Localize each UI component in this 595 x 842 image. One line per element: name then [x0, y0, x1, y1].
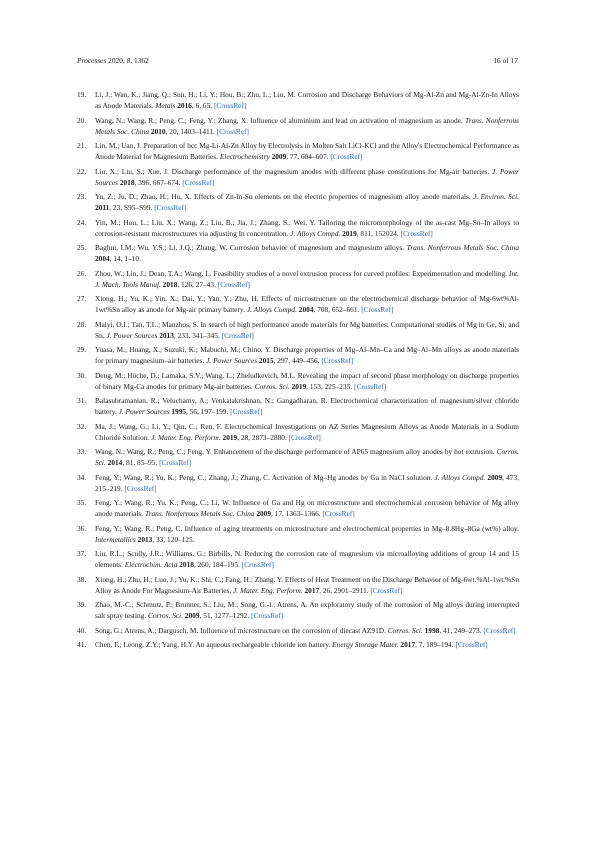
reference-title: Malyi, O.I.; Tan, T.L.; Manzhos, S. In search of high performance anode materials for Mg batteries: Computational studies of Mg in Ge, Si, and Sn.	[95, 319, 519, 340]
reference-text	[95, 497, 519, 520]
reference-number: 36.	[77, 523, 87, 533]
reference-title: Wang, N.; Wang, R.; Peng, C.; Feng, Y.; Zhang, X. Influence of aluminium and lead on activation of magnesium as anode.	[95, 115, 465, 125]
reference-number: 30.	[77, 370, 87, 380]
reference-item	[77, 472, 519, 495]
reference-journal: Trans. Nonferrous Metals Soc. China	[144, 509, 255, 519]
reference-year: 1998	[424, 625, 440, 635]
reference-text	[95, 166, 519, 189]
reference-text	[95, 319, 519, 342]
reference-volume-pages: , 33, 120–125.	[152, 534, 195, 544]
reference-text	[95, 639, 519, 650]
reference-title: Feng, Y.; Wang, R.; Yu, K.; Peng, C.; Li, W. Influence of Ga and Hg on microstructure and electrochemical corrosion behavior of Mg alloy anode materials.	[95, 498, 519, 519]
reference-item	[77, 268, 519, 291]
reference-title: Li, J.; Wan, K.; Jiang, Q.; Sun, H.; Li, Y.; Hou, B.; Zhu, L.; Liu, M. Corrosion and Discharge Behaviors of Mg-Al-Zn and Mg-Al-Zn-In Alloys as Anode Materials.	[95, 90, 519, 111]
reference-journal: Corros. Sci.	[148, 611, 184, 621]
reference-text	[95, 191, 519, 214]
reference-item	[77, 497, 519, 520]
reference-number: 39.	[77, 600, 87, 609]
reference-volume-pages: , 811, 152024.	[356, 228, 399, 238]
reference-year: 2009	[487, 472, 503, 482]
reference-title: Balasubramanian, R.; Veluchamy, A.; Venkatakrishnan, N.; Gangadharan, R. Electrochemical characterization of magnesium/silver chloride battery.	[95, 396, 519, 417]
reference-number: 25.	[77, 243, 87, 252]
reference-title: Feng, Y.; Wang, R.; Peng, C. Influence of aging treatments on microstructure and electrochemical properties in Mg–8.8Hg–8Ga (wt%) alloy.	[95, 523, 519, 533]
reference-year: 2004	[298, 305, 314, 315]
reference-year: 1995	[171, 407, 187, 417]
page-header	[77, 56, 518, 68]
crossref-link[interactable]: [CrossRef]	[216, 126, 249, 136]
reference-volume-pages: , 23, S95–S99.	[109, 203, 153, 213]
crossref-link[interactable]: [CrossRef]	[251, 611, 284, 621]
journal-citation: Processes 2020, 8, 1362	[77, 56, 149, 65]
reference-number: 21.	[77, 141, 87, 150]
reference-text	[95, 421, 519, 444]
reference-volume-pages: , 56, 197–199.	[186, 407, 229, 417]
reference-year: 2011	[95, 203, 110, 213]
reference-item	[77, 446, 519, 469]
reference-journal: Corros. Sci.	[95, 447, 519, 468]
reference-title: Xiong, H.; Yu, K.; Yin, X.; Dai, Y.; Yan, Y.; Zhu, H. Effects of microstructure on the electrochemical discharge behavior of Mg-6wt%Al-1wt%Sn alloy as anode for Mg-air primary battery.	[95, 294, 519, 315]
page-number: 16 of 17	[493, 56, 518, 65]
reference-title: Xiong, H.; Zhu, H.; Luo, J.; Yu, K.; Shi, C.; Fang, H.; Zhang, Y. Effects of Heat Treatment on the Discharge Behavior of Mg-6wt.%Al-1wt.%Sn Alloy as Anode For Magnesium-Air Batteries.	[95, 574, 519, 595]
reference-text	[95, 344, 519, 367]
reference-title: Chen, F.; Leong, Z.Y.; Yang, H.Y. An aqueous rechargeable chloride ion battery.	[95, 639, 333, 649]
reference-year: 2009	[271, 152, 287, 162]
crossref-link[interactable]: [CrossRef]	[370, 585, 403, 595]
reference-year: 2009	[256, 509, 271, 519]
reference-text	[95, 446, 519, 469]
reference-item	[77, 523, 519, 546]
reference-journal: J. Power Sources	[118, 407, 170, 417]
reference-journal: Corros. Sci.	[254, 381, 290, 391]
reference-text	[95, 472, 519, 495]
reference-number: 19.	[77, 90, 87, 99]
reference-item	[77, 166, 519, 189]
reference-text	[95, 599, 519, 622]
reference-journal: J. Power Sources	[95, 166, 519, 187]
reference-year: 2004	[95, 254, 110, 264]
reference-number: 37.	[77, 549, 87, 558]
reference-year: 2019	[342, 228, 357, 238]
reference-number: 33.	[77, 447, 87, 456]
reference-item	[77, 344, 519, 367]
reference-volume-pages: , 708, 652–661.	[313, 305, 360, 315]
reference-item	[77, 191, 519, 214]
crossref-link[interactable]: [CrossRef]	[288, 432, 321, 442]
reference-text	[95, 242, 519, 265]
reference-year: 2018	[162, 279, 178, 289]
reference-journal: Metals	[155, 101, 176, 111]
reference-item	[77, 639, 519, 650]
reference-text	[95, 548, 519, 571]
reference-text	[95, 89, 519, 112]
reference-year: 2016	[177, 101, 192, 111]
reference-volume-pages: , 233, 341–345.	[173, 330, 220, 340]
reference-year: 2018	[179, 560, 194, 570]
reference-number: 31.	[77, 396, 87, 405]
reference-item	[77, 319, 519, 342]
reference-year: 2010	[150, 126, 166, 136]
reference-item	[77, 242, 519, 265]
reference-text	[95, 217, 519, 240]
reference-year: 2013	[159, 330, 174, 340]
reference-journal: Electrochemistry	[219, 152, 270, 162]
journal-name: Processes	[77, 56, 107, 65]
reference-number: 24.	[77, 217, 87, 227]
reference-title: Yuasa, M.; Huang, X.; Suzuki, K.; Mabuchi, M.; Chino, Y. Discharge properties of Mg–Al–Mn–Ca and Mg–Al–Mn alloys as anode materials for primary magnesium–air batteries.	[95, 345, 519, 366]
reference-year: 2019	[291, 381, 307, 391]
crossref-link[interactable]: [CrossRef]	[213, 101, 247, 111]
reference-text	[95, 268, 519, 291]
reference-year: 2014	[107, 458, 123, 468]
reference-volume-pages: , 7, 189–194.	[415, 639, 454, 649]
reference-text	[95, 574, 519, 597]
reference-number: 28.	[77, 319, 87, 329]
reference-title: Yu, Z.; Ju, D.; Zhao, H.; Hu, X. Effects of Zn-In-Sn elements on the electric properties of magnesium alloy anode materials.	[95, 192, 474, 201]
reference-journal: J. Environ. Sci.	[473, 192, 519, 201]
reference-text	[95, 140, 519, 163]
reference-volume-pages: , 28, 2873–2880.	[237, 432, 287, 442]
reference-list	[77, 89, 519, 653]
crossref-link[interactable]: [CrossRef]	[182, 177, 215, 187]
reference-volume-pages: , 260, 184–195.	[193, 560, 240, 570]
reference-number: 23.	[77, 192, 87, 201]
reference-title: Song, G.; Atrens, A.; Dargusch, M. Influence of microstructure on the corrosion of diecast AZ91D.	[95, 625, 388, 635]
reference-title: Wang, N.; Wang, R.; Peng, C.; Feng, Y. Enhancement of the discharge performance of AP65 magnesium alloy anodes by hot extrusion.	[95, 447, 497, 456]
reference-number: 26.	[77, 268, 87, 278]
reference-year: 2018	[119, 177, 135, 187]
reference-number: 40.	[77, 625, 87, 635]
reference-year: 2017	[304, 585, 320, 595]
reference-journal: Corros. Sci.	[387, 625, 423, 635]
crossref-link[interactable]: [CrossRef]	[354, 381, 387, 391]
reference-year: 2013	[137, 534, 153, 544]
reference-item	[77, 548, 519, 571]
reference-text	[95, 395, 519, 418]
reference-number: 22.	[77, 166, 87, 176]
reference-journal: J. Power Sources	[106, 330, 158, 340]
crossref-link[interactable]: [CrossRef]	[322, 509, 355, 519]
reference-number: 38.	[77, 574, 87, 584]
reference-item	[77, 89, 519, 112]
reference-year: 2017	[400, 639, 416, 649]
reference-journal: J. Mater. Eng. Perform.	[233, 585, 303, 595]
reference-item	[77, 574, 519, 597]
reference-item	[77, 421, 519, 444]
reference-journal: J. Alloys Compd.	[434, 472, 486, 482]
crossref-link[interactable]: [CrossRef]	[154, 203, 187, 213]
reference-title: Yin, M.; Hou, L.; Liu, X.; Wang, Z.; Liu, B.; Jia, J.; Zhang, S.; Wei, Y. Tailoring the micromorphology of the as-cast Mg–Sn–In alloys to corrosion-resistant microstructures via adjusting In concentration.	[95, 217, 519, 238]
crossref-link[interactable]: [CrossRef]	[159, 458, 192, 468]
reference-year: 2015	[258, 356, 274, 366]
crossref-link[interactable]: [CrossRef]	[321, 356, 354, 366]
reference-item	[77, 599, 519, 622]
reference-text	[95, 523, 519, 546]
crossref-link[interactable]: [CrossRef]	[361, 305, 394, 315]
reference-title: Lin, M.; Uan, J. Preparation of bcc Mg-Li-Al-Zn Alloy by Electrolysis in Molten Salt LiCl-KCl and the Alloy's Electrochemical Performance as Anode Material for Magnesium Batteries.	[95, 141, 519, 162]
reference-number: 32.	[77, 421, 87, 431]
crossref-link[interactable]: [CrossRef]	[230, 407, 263, 417]
reference-item	[77, 140, 519, 163]
reference-title: Ma, J.; Wang, G.; Li, Y.; Qin, C.; Ren, F. Electrochemical Investigations on AZ Series Magnesium Alloys as Anode Materials in a Sodium Chloride Solution.	[95, 421, 519, 442]
crossref-link[interactable]: [CrossRef]	[124, 483, 157, 493]
reference-volume-pages: , 81, 85–95.	[122, 458, 158, 468]
reference-number: 34.	[77, 472, 87, 482]
reference-volume-pages: , 297, 449–456.	[273, 356, 320, 366]
reference-year: 2009	[184, 611, 200, 621]
reference-volume-pages: , 473, 215–219.	[95, 472, 519, 493]
reference-title: Baghni, I.M.; Wu, Y.S.; Li, J.Q.; Zhang, W. Corrosion behavior of magnesium and magnesium alloys.	[95, 243, 407, 252]
crossref-link[interactable]: [CrossRef]	[400, 228, 433, 238]
reference-item	[77, 115, 519, 138]
reference-title: Zhou, W.; Lin, J.; Dean, T.A.; Wang, L. Feasibility studies of a novel extrusion process for curved profiles: Experimentation and modelling.	[95, 268, 509, 278]
reference-volume-pages: , 41, 249–273.	[439, 625, 482, 635]
reference-journal: J. Mater. Eng. Perform.	[151, 432, 221, 442]
reference-text	[95, 625, 519, 636]
reference-number: 35.	[77, 498, 87, 507]
crossref-link[interactable]: [CrossRef]	[221, 330, 254, 340]
crossref-link[interactable]: [CrossRef]	[217, 279, 250, 289]
reference-journal: J. Power Sources	[206, 356, 258, 366]
reference-number: 41.	[77, 639, 87, 649]
reference-volume-pages: , 126, 27–43.	[177, 279, 216, 289]
reference-item	[77, 293, 519, 316]
reference-item	[77, 625, 519, 636]
reference-text	[95, 293, 519, 316]
reference-number: 29.	[77, 345, 87, 354]
reference-title: Liu, X.; Liu, S.; Xue, J. Discharge performance of the magnesium anodes with different phase constitutions for Mg-air batteries.	[95, 166, 492, 176]
reference-volume-pages: , 17, 1363–1366.	[271, 509, 321, 519]
reference-journal: Energy Storage Mater.	[332, 639, 399, 649]
reference-volume-pages: , 396, 667–674.	[134, 177, 181, 187]
reference-item	[77, 370, 519, 393]
reference-volume-pages: , 51, 1277–1292.	[199, 611, 250, 621]
reference-journal: Int. J. Mach. Tools Manuf.	[95, 268, 519, 289]
reference-text	[95, 370, 519, 393]
reference-journal: J. Alloys Compd.	[246, 305, 297, 315]
reference-number: 27.	[77, 294, 87, 303]
reference-title: Zhao, M.-C.; Schmutz, P.; Brunner, S.; Liu, M.; Song, G.-l.; Atrens, A. An exploratory study of the corrosion of Mg alloys during interrupted salt spray testing.	[95, 600, 519, 621]
journal-year: 2020	[108, 56, 123, 65]
reference-number: 20.	[77, 115, 87, 125]
reference-title: Deng, M.; Höche, D.; Lamaka, S.V.; Wang, L.; Zheludkevich, M.L. Revealing the impact of second phase morphology on discharge properties of binary Mg-Ca anodes for primary Mg-air batteries.	[95, 370, 519, 391]
crossref-link[interactable]: [CrossRef]	[330, 152, 363, 162]
reference-volume-pages: , 26, 2901–2911.	[319, 585, 369, 595]
reference-journal: Intermetallics	[95, 534, 136, 544]
article-number: 1362	[134, 56, 149, 65]
reference-journal: Trans. Nonferrous Metals Soc. China	[95, 115, 519, 136]
reference-journal: Electrochim. Acta	[124, 560, 178, 570]
crossref-link[interactable]: [CrossRef]	[241, 560, 274, 570]
reference-volume-pages: , 6, 65.	[191, 101, 213, 111]
reference-volume-pages: , 77, 604–607.	[286, 152, 329, 162]
crossref-link[interactable]: [CrossRef]	[483, 625, 516, 635]
reference-item	[77, 395, 519, 418]
reference-title: Liu, R.L.; Scully, J.R.; Williams, G.; Birbilis, N. Reducing the corrosion rate of magnesium via microalloying additions of group 14 and 15 elements.	[95, 549, 519, 570]
reference-journal: J. Alloys Compd.	[290, 228, 341, 238]
reference-title: Feng, Y.; Wang, R.; Yu, K.; Peng, C.; Zhang, J.; Zhang, C. Activation of Mg–Hg anodes by Ga in NaCl solution.	[95, 472, 435, 482]
reference-year: 2019	[222, 432, 238, 442]
journal-volume: 8	[126, 56, 131, 65]
reference-volume-pages: , 14, 1–10.	[109, 254, 141, 264]
reference-text	[95, 115, 519, 138]
reference-volume-pages: , 153, 225–235.	[306, 381, 353, 391]
reference-item	[77, 217, 519, 240]
reference-journal: Trans. Nonferrous Metals Soc. China	[406, 243, 519, 252]
reference-volume-pages: , 20, 1403–1411.	[165, 126, 215, 136]
crossref-link[interactable]: [CrossRef]	[455, 639, 488, 649]
